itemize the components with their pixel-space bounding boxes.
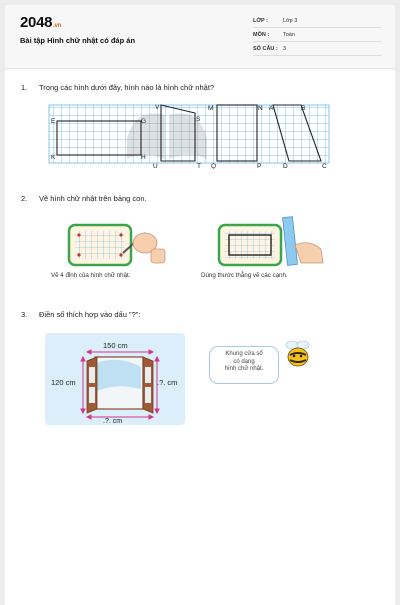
- point-label: K: [51, 154, 56, 161]
- point-label: A: [269, 105, 274, 112]
- point-label: D: [283, 163, 288, 169]
- label-bottom-width: .?. cm: [103, 418, 123, 425]
- label-right-height: .?. cm: [157, 378, 178, 387]
- speech-bubble: [209, 346, 279, 384]
- worksheet-page: [5, 5, 395, 605]
- page-title: Bài tập Hình chữ nhật có đáp án: [20, 36, 136, 45]
- question-2: [21, 194, 147, 203]
- question-number: 2.: [21, 194, 28, 203]
- bee-icon: [283, 337, 313, 369]
- label-left-height: 120 cm: [51, 378, 76, 387]
- worksheet-header: [5, 5, 395, 69]
- point-label: U: [153, 163, 158, 169]
- meta-row-subject: [253, 29, 381, 42]
- question-number: 1.: [21, 83, 28, 92]
- meta-row-grade: [253, 15, 381, 28]
- point-label: G: [141, 118, 147, 125]
- board-draw-vertices: [67, 223, 167, 269]
- question-1: [21, 83, 214, 92]
- meta-label: LỚP :: [253, 18, 268, 24]
- rectangle-grid-figure: [45, 99, 335, 169]
- meta-label: MÔN :: [253, 32, 270, 38]
- question-text: Điền số thích hợp vào dấu "?":: [39, 310, 141, 319]
- point-label: S: [196, 116, 201, 123]
- window-dimension-figure: [45, 333, 185, 425]
- point-label: T: [197, 163, 201, 169]
- question-3: [21, 310, 141, 319]
- point-label: C: [322, 163, 327, 169]
- meta-label: SỐ CÂU :: [253, 46, 278, 52]
- site-logo[interactable]: 2048.vn: [20, 14, 61, 31]
- point-label: Q: [211, 163, 217, 169]
- ruler-icon: [283, 217, 298, 266]
- bubble-line: có dạng: [233, 358, 255, 365]
- question-text: Vẽ hình chữ nhật trên bảng con.: [39, 194, 147, 203]
- point-label: N: [258, 105, 263, 112]
- label-top-width: 150 cm: [103, 341, 128, 350]
- bubble-line: hình chữ nhật.: [224, 366, 264, 372]
- meta-value: Lớp 3: [283, 18, 298, 24]
- point-label: M: [208, 105, 214, 112]
- caption-draw-vertices: Vẽ 4 đỉnh của hình chữ nhật.: [51, 272, 131, 279]
- point-label: B: [301, 105, 306, 112]
- question-text: Trong các hình dưới đây, hình nào là hình chữ nhật?: [39, 83, 215, 92]
- board-grid: [75, 231, 125, 259]
- hand-icon: [295, 243, 323, 263]
- window-illustration: [87, 357, 153, 413]
- point-label: H: [141, 154, 146, 161]
- point-label: V: [155, 104, 160, 111]
- bubble-line: Khung cửa sổ: [225, 351, 263, 357]
- question-number: 3.: [21, 310, 28, 319]
- caption-draw-edges: Dùng thước thẳng vẽ các cạnh.: [201, 272, 288, 279]
- point-label: P: [257, 163, 262, 169]
- meta-row-count: [253, 43, 381, 56]
- board-draw-edges: [217, 215, 327, 269]
- meta-value: 3: [283, 46, 287, 52]
- meta-value: Toán: [283, 32, 295, 38]
- point-label: E: [51, 118, 56, 125]
